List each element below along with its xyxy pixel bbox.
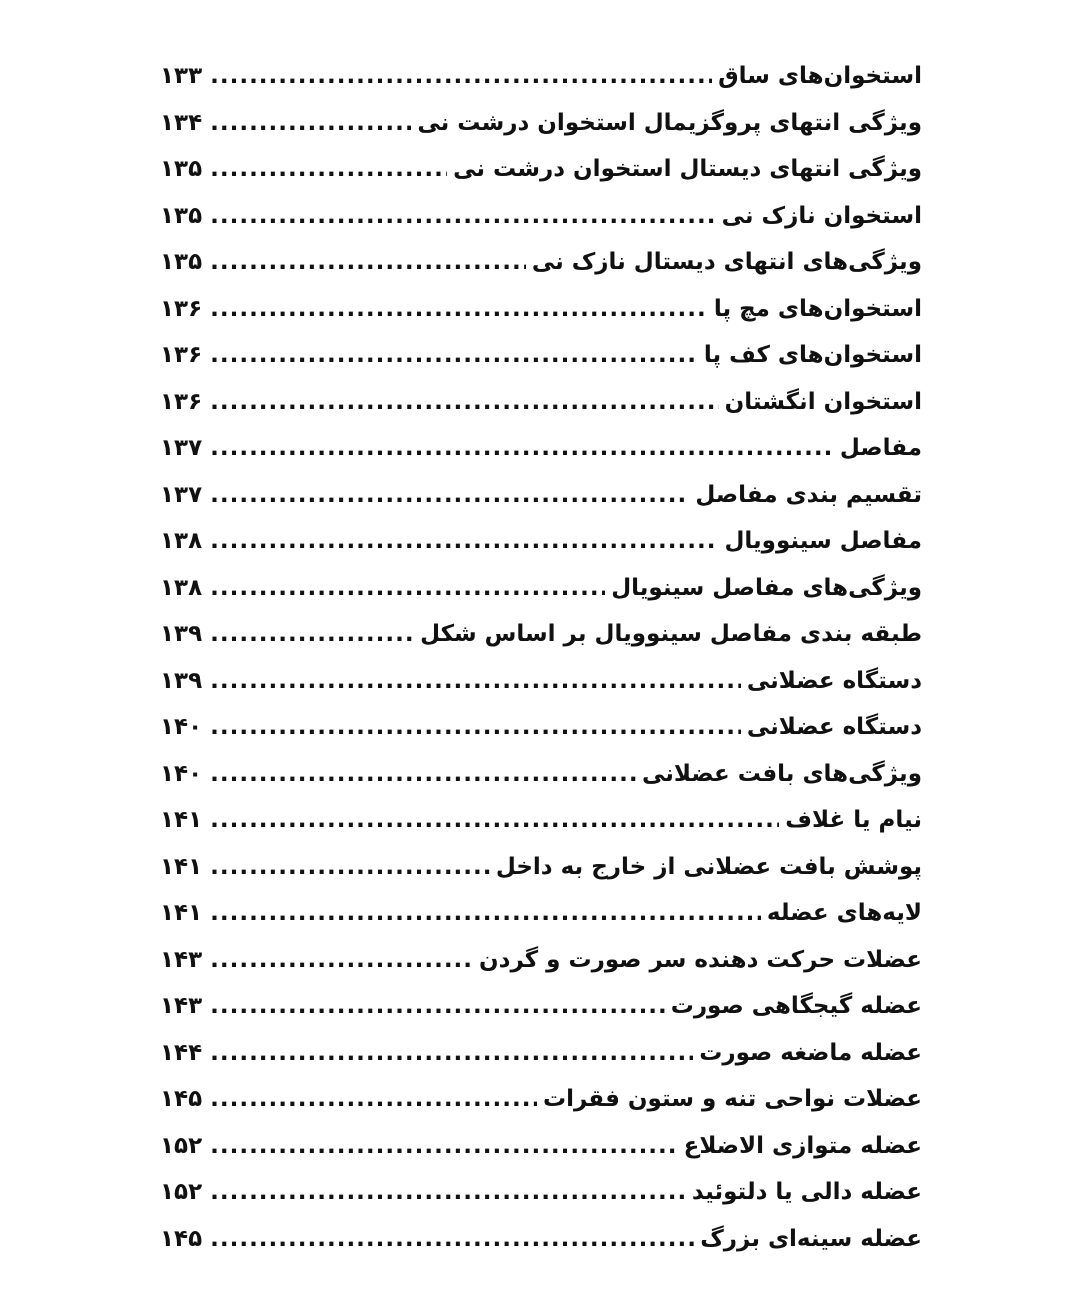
- toc-entry-page-number: ۱۳۵: [160, 202, 203, 229]
- toc-entry[interactable]: [160, 332, 922, 379]
- toc-dot-leader: [210, 1169, 686, 1216]
- toc-dot-leader: [210, 797, 779, 844]
- toc-entry-page-number: ۱۴۱: [160, 900, 203, 926]
- toc-entry[interactable]: [160, 751, 922, 798]
- toc-dot-leader: [210, 844, 490, 891]
- toc-entry[interactable]: [160, 1030, 922, 1077]
- toc-entry-title: عضله دالی یا دلتوئید: [691, 1179, 922, 1205]
- toc-dot-leader: [210, 565, 605, 612]
- toc-dot-leader: [210, 193, 715, 240]
- toc-entry-title: ویژگی انتهای دیستال استخوان درشت نی: [453, 156, 922, 182]
- toc-entry-page-number: ۱۳۷: [160, 481, 203, 508]
- toc-entry-title: مفاصل سینوویال: [724, 528, 922, 554]
- toc-entry[interactable]: [160, 611, 922, 658]
- toc-entry[interactable]: [160, 53, 922, 100]
- toc-entry-page-number: ۱۳۵: [160, 249, 203, 275]
- toc-entry-page-number: ۱۴۳: [160, 993, 203, 1019]
- toc-entry[interactable]: [160, 844, 922, 891]
- toc-dot-leader: [210, 611, 414, 658]
- toc-entry[interactable]: [160, 1169, 922, 1216]
- toc-entry-page-number: ۱۳۳: [160, 63, 203, 89]
- table-of-contents: [160, 53, 922, 1262]
- toc-entry-page-number: ۱۳۴: [160, 109, 203, 136]
- toc-entry[interactable]: [160, 379, 922, 426]
- toc-entry-page-number: ۱۳۶: [160, 342, 203, 368]
- toc-dot-leader: [210, 332, 698, 379]
- toc-entry-title: استخوان نازک نی: [721, 202, 922, 229]
- toc-entry[interactable]: [160, 658, 922, 705]
- toc-dot-leader: [210, 890, 761, 937]
- toc-dot-leader: [210, 425, 834, 472]
- toc-entry[interactable]: [160, 1216, 922, 1263]
- toc-entry-title: پوشش بافت عضلانی از خارج به داخل: [495, 853, 922, 880]
- toc-dot-leader: [210, 983, 665, 1030]
- toc-entry-title: تقسیم بندی مفاصل: [695, 481, 922, 508]
- toc-entry[interactable]: [160, 704, 922, 751]
- toc-entry-page-number: ۱۳۵: [160, 156, 203, 182]
- toc-entry[interactable]: [160, 937, 922, 984]
- toc-entry-page-number: ۱۴۱: [160, 807, 203, 833]
- toc-entry-title: ویژگی انتهای پروگزیمال استخوان درشت نی: [417, 109, 922, 136]
- toc-entry-title: استخوان انگشتان: [724, 388, 922, 415]
- toc-entry[interactable]: [160, 1123, 922, 1170]
- toc-dot-leader: [210, 518, 718, 565]
- toc-dot-leader: [210, 286, 708, 333]
- toc-entry-page-number: ۱۴۳: [160, 946, 203, 973]
- toc-entry-page-number: ۱۴۵: [160, 1086, 203, 1112]
- toc-entry-page-number: ۱۵۲: [160, 1132, 203, 1159]
- toc-entry-title: عضله متوازی الاضلاع: [683, 1132, 922, 1159]
- toc-dot-leader: [210, 1030, 693, 1077]
- toc-dot-leader: [210, 704, 741, 751]
- toc-entry-page-number: ۱۳۹: [160, 621, 203, 647]
- toc-entry-title: ویژگی‌های انتهای دیستال نازک نی: [531, 249, 922, 275]
- toc-entry[interactable]: [160, 472, 922, 519]
- toc-entry-title: لایه‌های عضله: [766, 900, 922, 926]
- toc-dot-leader: [210, 100, 411, 147]
- toc-entry[interactable]: [160, 890, 922, 937]
- toc-dot-leader: [210, 53, 712, 100]
- toc-entry-title: نیام یا غلاف: [785, 807, 922, 833]
- toc-entry[interactable]: [160, 565, 922, 612]
- toc-entry-page-number: ۱۳۸: [160, 574, 203, 601]
- toc-dot-leader: [210, 1123, 677, 1170]
- toc-dot-leader: [210, 937, 473, 984]
- toc-entry[interactable]: [160, 983, 922, 1030]
- toc-entry-page-number: ۱۳۹: [160, 667, 203, 694]
- toc-dot-leader: [210, 658, 741, 705]
- toc-entry-title: عضله سینه‌ای بزرگ: [700, 1225, 922, 1252]
- toc-entry-title: استخوان‌های ساق: [718, 63, 922, 89]
- toc-entry-title: دستگاه عضلانی: [746, 667, 922, 694]
- toc-entry-title: عضلات نواحی تنه و ستون فقرات: [542, 1086, 922, 1112]
- toc-entry-title: استخوان‌های مچ پا: [713, 295, 922, 322]
- toc-dot-leader: [210, 1076, 537, 1123]
- toc-entry-title: ویژگی‌های مفاصل سینویال: [611, 574, 922, 601]
- toc-entry[interactable]: [160, 1076, 922, 1123]
- toc-entry[interactable]: [160, 193, 922, 240]
- toc-entry[interactable]: [160, 286, 922, 333]
- toc-entry-page-number: ۱۴۴: [160, 1039, 203, 1066]
- toc-dot-leader: [210, 146, 447, 193]
- toc-entry-title: عضله ماضغه صورت: [699, 1039, 922, 1066]
- toc-dot-leader: [210, 751, 636, 798]
- toc-dot-leader: [210, 472, 689, 519]
- toc-entry-page-number: ۱۳۷: [160, 435, 203, 461]
- toc-dot-leader: [210, 379, 719, 426]
- toc-entry[interactable]: [160, 518, 922, 565]
- toc-entry-page-number: ۱۴۱: [160, 853, 203, 880]
- toc-entry-page-number: ۱۳۸: [160, 528, 203, 554]
- toc-entry-title: ویژگی‌های بافت عضلانی: [642, 760, 922, 787]
- toc-entry[interactable]: [160, 239, 922, 286]
- toc-entry-page-number: ۱۴۵: [160, 1225, 203, 1252]
- toc-entry-title: دستگاه عضلانی: [746, 714, 922, 740]
- toc-entry-title: طبقه بندی مفاصل سینوویال بر اساس شکل: [420, 621, 922, 647]
- toc-dot-leader: [210, 239, 526, 286]
- toc-entry-title: مفاصل: [839, 435, 922, 461]
- toc-entry[interactable]: [160, 146, 922, 193]
- toc-entry[interactable]: [160, 100, 922, 147]
- toc-entry-page-number: ۱۴۰: [160, 760, 203, 787]
- toc-entry-page-number: ۱۴۰: [160, 714, 203, 740]
- toc-entry[interactable]: [160, 425, 922, 472]
- toc-entry-page-number: ۱۳۶: [160, 388, 203, 415]
- toc-entry-title: عضلات حرکت دهنده سر صورت و گردن: [479, 946, 922, 973]
- toc-entry[interactable]: [160, 797, 922, 844]
- toc-entry-title: عضله گیجگاهی صورت: [670, 993, 922, 1019]
- toc-entry-title: استخوان‌های کف پا: [703, 342, 922, 368]
- toc-entry-page-number: ۱۵۲: [160, 1179, 203, 1205]
- toc-dot-leader: [210, 1216, 694, 1263]
- toc-entry-page-number: ۱۳۶: [160, 295, 203, 322]
